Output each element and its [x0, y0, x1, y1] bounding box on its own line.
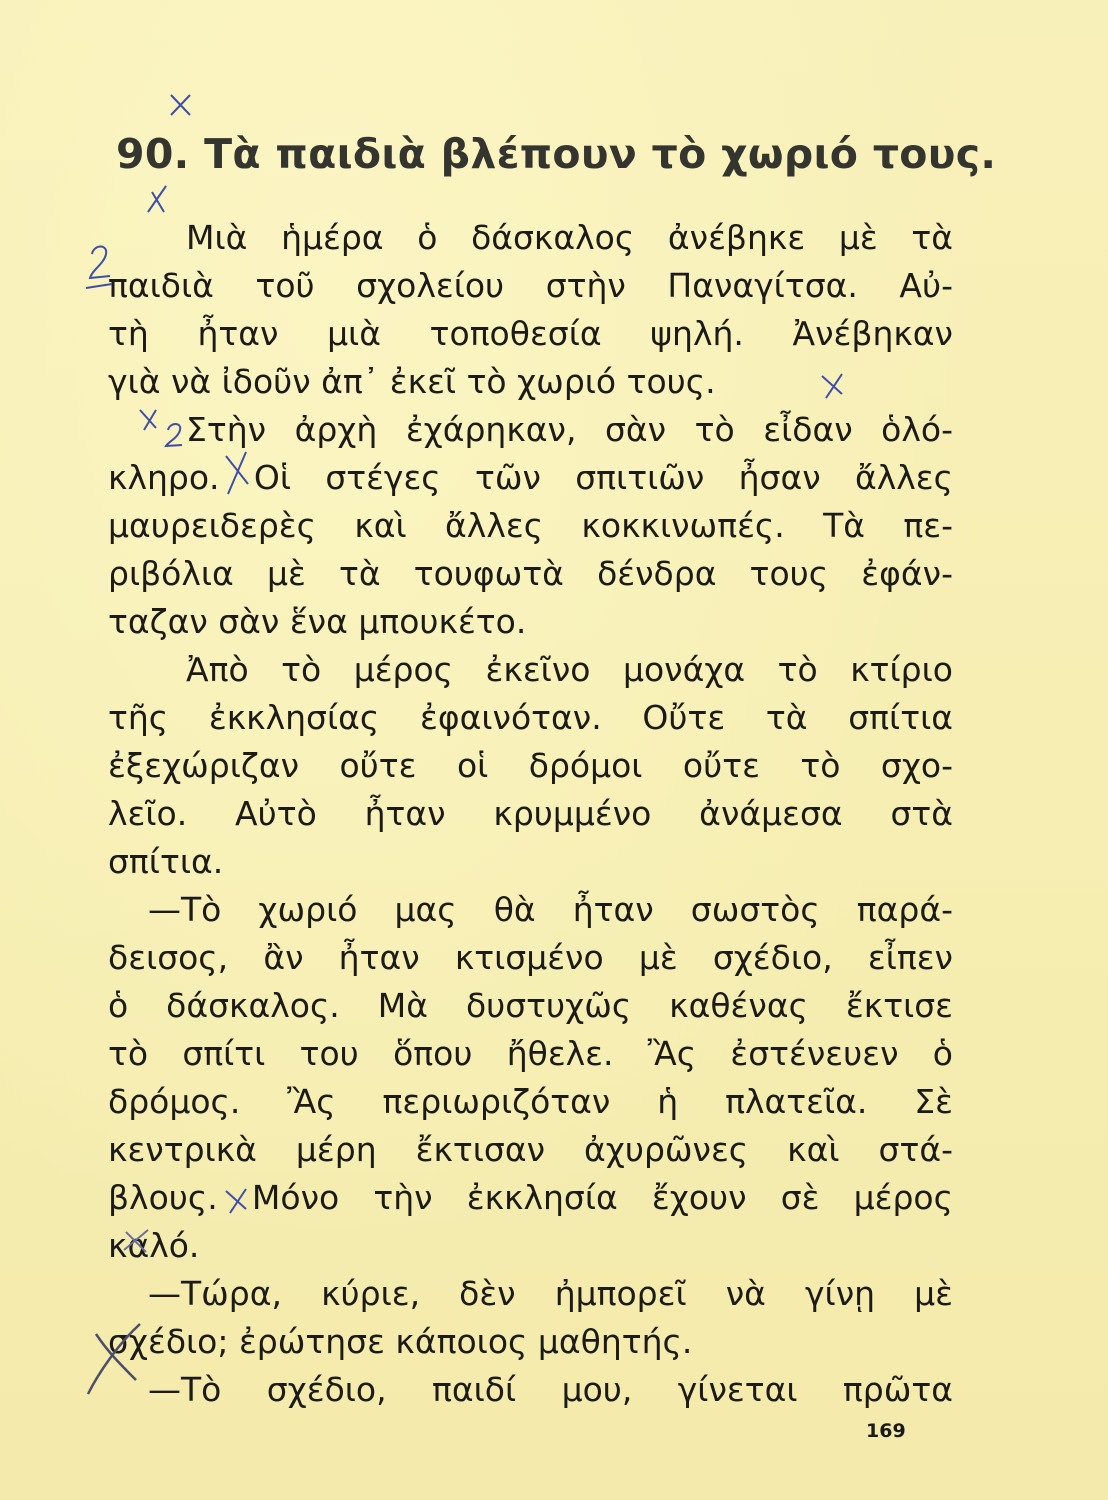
text-line: παιδιὰ τοῦ σχολείου στὴν Παναγίτσα. Αὐ- [108, 266, 953, 305]
text-line: Στὴν ἀρχὴ ἐχάρηκαν, σὰν τὸ εἶδαν ὁλό- [186, 410, 953, 449]
text-line: τὴ ἦταν μιὰ τοποθεσία ψηλή. Ἀνέβηκαν [108, 314, 953, 353]
text-line: γιὰ νὰ ἰδοῦν ἀπ᾿ ἐκεῖ τὸ χωριό τους. [108, 362, 716, 401]
text-line: λεῖο. Αὐτὸ ἦταν κρυμμένο ἀνάμεσα στὰ [108, 794, 953, 833]
text-line: σπίτια. [108, 842, 224, 881]
pen-x-mark-icon [78, 1318, 148, 1398]
text-line: ριβόλια μὲ τὰ τουφωτὰ δένδρα τους ἐφάν- [108, 554, 953, 593]
text-line: μαυρειδερὲς καὶ ἄλλες κοκκινωπές. Τὰ πε- [108, 506, 953, 545]
pen-x-mark-icon [222, 448, 252, 496]
text-line: κληρο. Οἱ στέγες τῶν σπιτιῶν ἦσαν ἄλλες [108, 458, 953, 497]
text-line: δρόμος. Ἂς περιωριζόταν ἡ πλατεῖα. Σὲ [108, 1082, 953, 1121]
pen-x-mark-icon [818, 370, 848, 400]
text-line: δεισος, ἂν ἦταν κτισμένο μὲ σχέδιο, εἶπεν [108, 938, 953, 977]
pen-x-mark-icon [222, 1185, 252, 1215]
text-line: καλό. [108, 1226, 200, 1265]
text-line: ταζαν σὰν ἕνα μπουκέτο. [108, 602, 527, 641]
pen-x-mark-icon [136, 406, 162, 432]
text-line: —Τώρα, κύριε, δὲν ἠμπορεῖ νὰ γίνῃ μὲ [148, 1274, 953, 1313]
text-line: ὁ δάσκαλος. Μὰ δυστυχῶς καθένας ἔκτισε [108, 986, 953, 1025]
pen-x-mark-icon [142, 182, 172, 216]
page-number: 169 [866, 1420, 906, 1442]
text-line: κεντρικὰ μέρη ἔκτισαν ἀχυρῶνες καὶ στά- [108, 1130, 953, 1169]
pen-number-mark-icon [162, 420, 188, 450]
text-line: τῆς ἐκκλησίας ἐφαινόταν. Οὔτε τὰ σπίτια [108, 698, 953, 737]
text-line: Ἀπὸ τὸ μέρος ἐκεῖνο μονάχα τὸ κτίριο [186, 650, 953, 689]
chapter-title: 90. Τὰ παιδιὰ βλέπουν τὸ χωριό τους. [116, 130, 997, 178]
pen-x-mark-icon [168, 92, 194, 118]
pen-x-mark-icon [118, 1226, 158, 1256]
pen-number-mark-icon [84, 238, 118, 294]
text-line: —Τὸ χωριό μας θὰ ἦταν σωστὸς παρά- [148, 890, 953, 929]
text-line: Μιὰ ἡμέρα ὁ δάσκαλος ἀνέβηκε μὲ τὰ [186, 218, 953, 257]
text-line: σχέδιο; ἐρώτησε κάποιος μαθητής. [108, 1322, 693, 1361]
text-line: ἐξεχώριζαν οὔτε οἱ δρόμοι οὔτε τὸ σχο- [108, 746, 953, 785]
text-line: βλους. Μόνο τὴν ἐκκλησία ἔχουν σὲ μέρος [108, 1178, 953, 1217]
text-line: τὸ σπίτι του ὅπου ἤθελε. Ἂς ἐστένευεν ὁ [108, 1034, 953, 1073]
text-line: —Τὸ σχέδιο, παιδί μου, γίνεται πρῶτα [148, 1370, 953, 1409]
